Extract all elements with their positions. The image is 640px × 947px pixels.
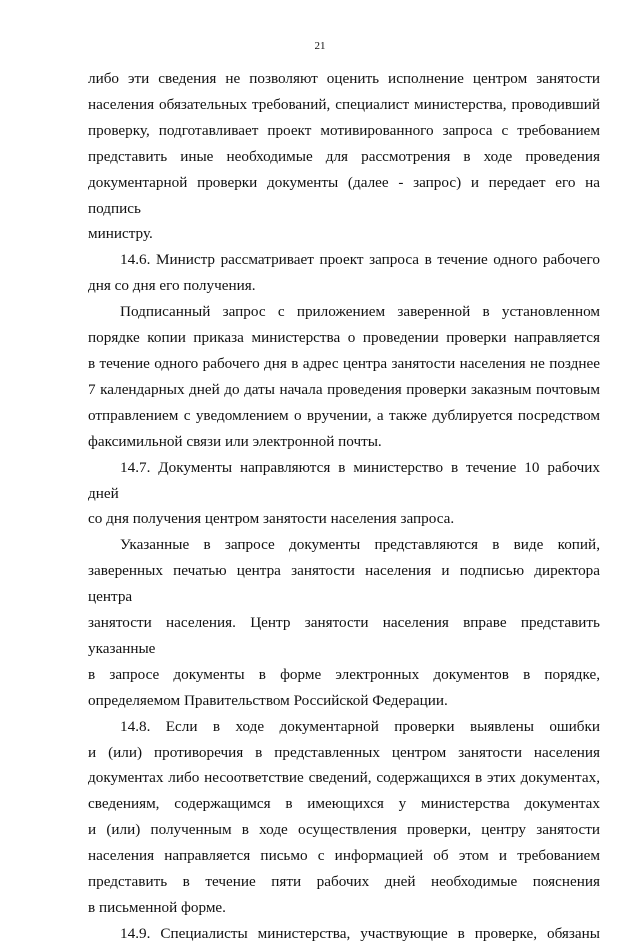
text-line: занятости населения. Центр занятости населения вправе представить указанные: [88, 614, 600, 657]
text-line: в письменной форме.: [88, 899, 226, 916]
text-line: в течение одного рабочего дня в адрес центра занятости населения не позднее: [88, 354, 600, 372]
text-line: и (или) противоречия в представленных центром занятости населения: [88, 743, 600, 761]
text-line: 14.7. Документы направляются в министерство в течение 10 рабочих дней: [88, 458, 600, 502]
text-line: заверенных печатью центра занятости населения и подписью директора центра: [88, 562, 600, 606]
text-line: порядке копии приказа министерства о проведении проверки направляется: [88, 329, 600, 347]
text-line: 14.8. Если в ходе документарной проверки выявлены ошибки: [120, 717, 600, 735]
text-line: в запросе документы в форме электронных документов в порядке,: [88, 665, 600, 683]
text-line: проверку, подготавливает проект мотивированного запроса с требованием: [88, 121, 600, 139]
page-number: 21: [314, 40, 326, 52]
text-line: представить иные необходимые для рассмотрения в ходе проведения: [88, 147, 600, 165]
text-line: населения обязательных требований, специалист министерства, проводивший: [88, 95, 600, 113]
text-line: определяемом Правительством Российской Федерации.: [88, 691, 448, 709]
text-line: дня со дня его получения.: [88, 277, 256, 295]
text-line: министру.: [88, 225, 153, 243]
text-line: факсимильной связи или электронной почты.: [88, 432, 382, 450]
text-line: со дня получения центром занятости населения запроса.: [88, 510, 455, 528]
text-line: отправлением с уведомлением о вручении, а также дублируется посредством: [88, 406, 600, 424]
text-line: документах либо несоответствие сведений, содержащихся в этих документах,: [88, 769, 600, 787]
text-line: документарной проверки документы (далее - запрос) и передает его на подпись: [88, 173, 600, 217]
text-line: 14.9. Специалисты министерства, участвующие в проверке, обязаны: [120, 924, 600, 942]
text-line: либо эти сведения не позволяют оценить исполнение центром занятости: [88, 70, 600, 87]
text-line: представить в течение пяти рабочих дней необходимые пояснения: [88, 873, 600, 891]
text-line: и (или) полученным в ходе осуществления проверки, центру занятости: [88, 821, 600, 839]
text-line: Указанные в запросе документы представляются в виде копий,: [120, 536, 600, 554]
text-line: 14.6. Министр рассматривает проект запроса в течение одного рабочего: [120, 251, 600, 269]
text-line: Подписанный запрос с приложением заверенной в установленном: [120, 303, 600, 321]
text-line: 7 календарных дней до даты начала проведения проверки заказным почтовым: [88, 380, 600, 398]
document-body: [88, 66, 600, 947]
text-line: сведениям, содержащимся в имеющихся у министерства документах: [88, 795, 600, 813]
text-line: населения направляется письмо с информацией об этом и требованием: [88, 847, 600, 865]
